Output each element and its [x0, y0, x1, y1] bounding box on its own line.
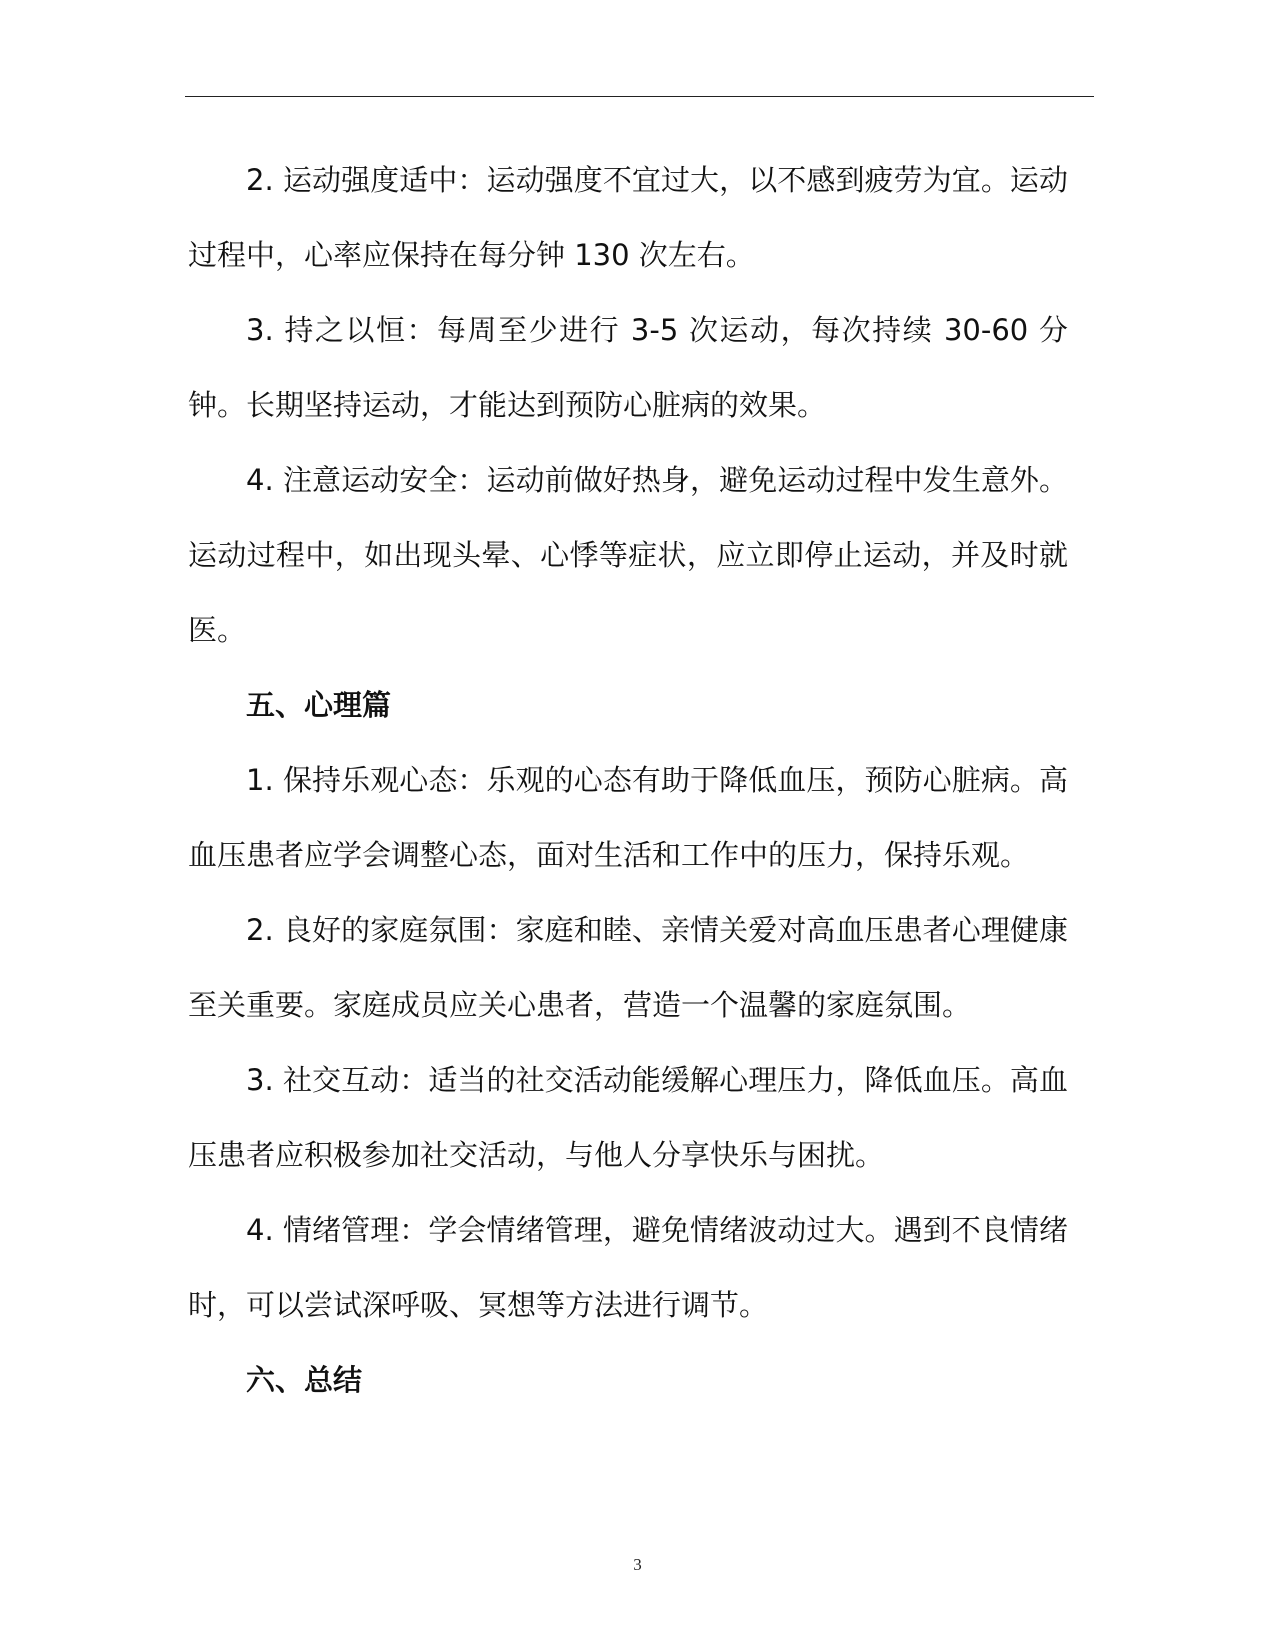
paragraph-exercise-safety: 4. 注意运动安全：运动前做好热身，避免运动过程中发生意外。运动过程中，如出现头晕、心悸等症状，应立即停止运动，并及时就医。 [188, 463, 1068, 647]
paragraph-optimism: 1. 保持乐观心态：乐观的心态有助于降低血压，预防心脏病。高血压患者应学会调整心态，面对生活和工作中的压力，保持乐观。 [188, 763, 1068, 872]
section-heading-psychology: 五、心理篇 [246, 688, 392, 722]
paragraph-family-atmosphere: 2. 良好的家庭氛围：家庭和睦、亲情关爱对高血压患者心理健康至关重要。家庭成员应关心患者，营造一个温馨的家庭氛围。 [188, 913, 1068, 1022]
paragraph-social-interaction: 3. 社交互动：适当的社交活动能缓解心理压力，降低血压。高血压患者应积极参加社交活动，与他人分享快乐与困扰。 [188, 1063, 1068, 1172]
section-heading-summary: 六、总结 [246, 1363, 363, 1397]
paragraph-exercise-intensity: 2. 运动强度适中：运动强度不宜过大，以不感到疲劳为宜。运动过程中，心率应保持在每分钟 130 次左右。 [188, 163, 1068, 272]
paragraph-persistence: 3. 持之以恒：每周至少进行 3-5 次运动，每次持续 30-60 分钟。长期坚持运动，才能达到预防心脏病的效果。 [188, 313, 1068, 422]
page-number: 3 [633, 1555, 642, 1574]
document-body [188, 143, 1068, 1418]
paragraph-emotion-management: 4. 情绪管理：学会情绪管理，避免情绪波动过大。遇到不良情绪时，可以尝试深呼吸、冥想等方法进行调节。 [188, 1213, 1068, 1322]
header-rule [185, 96, 1094, 97]
